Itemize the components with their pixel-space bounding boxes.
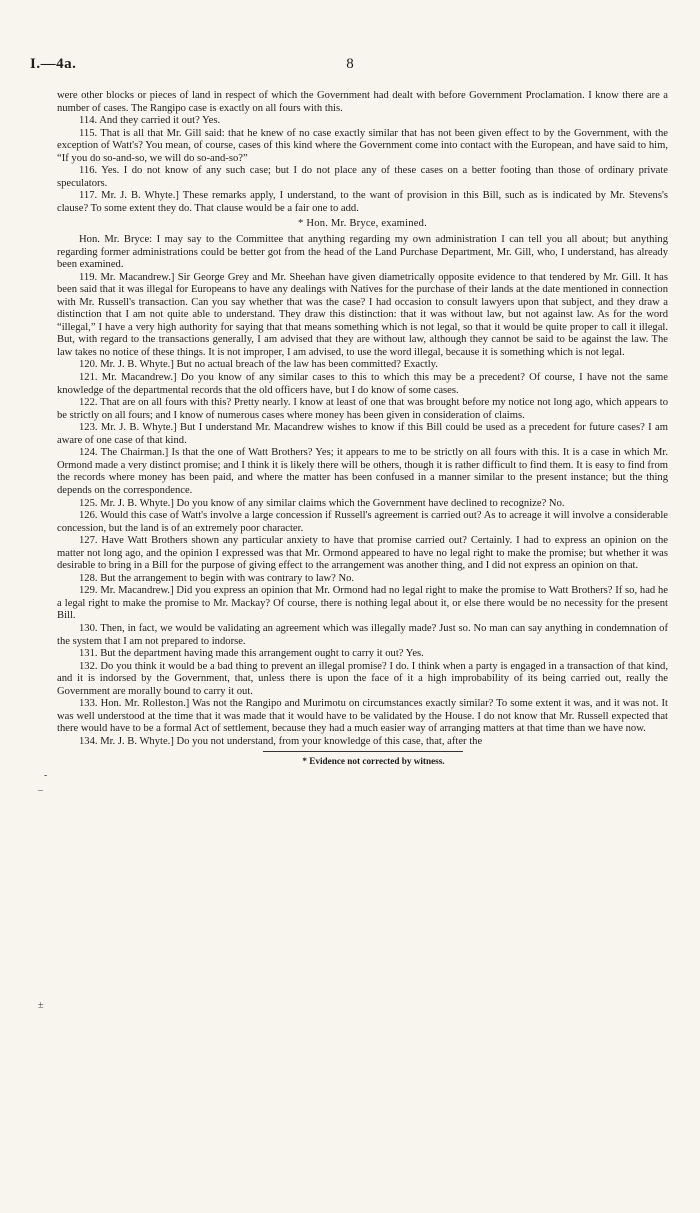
footnote: * Evidence not corrected by witness. [302, 756, 445, 767]
margin-mark: ± [38, 1000, 44, 1011]
question-116: 116. Yes. I do not know of any such case; but I do not place any of these cases on a better footing than those of ordinary private speculators. [57, 165, 668, 189]
question-123: 123. Mr. J. B. Whyte.] But I understand Mr. Macandrew wishes to know if this Bill could be used as a precedent for future cases? I am aware of one case of that kind. [57, 422, 668, 446]
question-127: 127. Have Watt Brothers shown any particular anxiety to have that promise carried out? Certainly. I had to express an opinion on the matter not long ago, and the opinion I expressed was that Mr. Ormond appeared to have no legal right to make the promise; but whether it was desirable to bring in a Bill for the purpose of giving effect to the arrangement was another thing, and I did not express an opinion on that. [57, 535, 668, 572]
section-heading: * Hon. Mr. Bryce, examined. [298, 218, 427, 230]
question-115: 115. That is all that Mr. Gill said: that he knew of no case exactly similar that has not been given effect to by the Government, with the exception of Watt's? You mean, of course, cases of this kind where the Government come into contact with the European, and have said to him, “If you do so-and-so, we will do so-and-so?” [57, 127, 668, 164]
question-120: 120. Mr. J. B. Whyte.] But no actual breach of the law has been committed? Exactly. [79, 359, 438, 371]
question-122: 122. That are on all fours with this? Pretty nearly. I know at least of one that was brought before my notice not long ago, which appears to be strictly on all fours; and I know of numerous cases where money has been given in consideration of claims. [57, 397, 668, 421]
question-125: 125. Mr. J. B. Whyte.] Do you know of any similar claims which the Government have declined to recognize? No. [79, 497, 565, 509]
page-header [30, 56, 670, 76]
question-134: 134. Mr. J. B. Whyte.] Do you not understand, from your knowledge of this case, that, after the [79, 735, 483, 747]
bryce-statement: Hon. Mr. Bryce: I may say to the Committee that anything regarding my own administration I can tell you all about; but anything regarding former administrations could be better got from the head of the Land Purchase Department, Mr. Gill, who, I understand, has already been examined. [57, 234, 668, 271]
question-132: 132. Do you think it would be a bad thing to prevent an illegal promise? I do. I think when a party is engaged in a transaction of that kind, and it is indorsed by the Government, that, unless there is upon the face of it a high improbability of its being carried out, really the Government are morally bound to carry it out. [57, 660, 668, 697]
question-121: 121. Mr. Macandrew.] Do you know of any similar cases to this to which this may be a precedent? Of course, I have not the same knowledge of the departmental records that the old officers have, but I do know of some cases. [57, 372, 668, 396]
footnote-rule [263, 751, 463, 752]
body-text [57, 90, 668, 768]
margin-mark: ‐ [44, 770, 48, 781]
question-130: 130. Then, in fact, we would be validating an agreement which was illegally made? Just so. No man can say anything in condemnation of the system that I am not prepared to indorse. [57, 622, 668, 647]
paper-code: I.—4a. [30, 56, 77, 72]
continuation-paragraph: were other blocks or pieces of land in respect of which the Government had dealt with before Government Proclamation. I know there are a number of cases. The Rangipo case is exactly on all fours with this. [57, 90, 668, 114]
question-117: 117. Mr. J. B. Whyte.] These remarks apply, I understand, to the want of provision in this Bill, such as is indicated by Mr. Stevens's clause? To some extent they do. That clause would be a fair one to add. [57, 190, 668, 214]
margin-mark: – [38, 785, 43, 796]
question-124: 124. The Chairman.] Is that the one of Watt Brothers? Yes; it appears to me to be strictly on all fours with this. It is a case in which Mr. Ormond made a very distinct promise; and I think it is likely there will be others, though it is rather difficult to find them. It is easy to find from the records where money has been paid, and where the matter has been confused in a manner similar to the present instance; but the thing depends on the correspondence. [57, 447, 668, 496]
question-119: 119. Mr. Macandrew.] Sir George Grey and Mr. Sheehan have given diametrically opposite evidence to that tendered by Mr. Gill. It has been said that it was illegal for Europeans to have any dealings with Natives for the purchase of their lands at the date mentioned in connection with Mr. Russell's transaction. Can you say whether that was the case? I had occasion to consult lawyers upon that subject, and they draw a distinction that I am not quite able to understand. They draw this distinction: that it was without law, but not against law. As for the word “illegal,” I have a very high authority for saying that that means something which is not legal, so that it would be quite proper to call it illegal. But, with regard to the transactions generally, I am advised that they are without law, although they cannot be said to be against the law. The law takes no notice of these things. It is not improper, I am advised, to use the word illegal, because it is something which is not legal. [57, 271, 668, 358]
question-114: 114. And they carried it out? Yes. [79, 115, 221, 127]
question-128: 128. But the arrangement to begin with was contrary to law? No. [79, 572, 355, 584]
question-131: 131. But the department having made this arrangement ought to carry it out? Yes. [79, 648, 424, 660]
question-126: 126. Would this case of Watt's involve a large concession if Russell's agreement is carried out? As to acreage it will involve a considerable concession, but the land is of an extremely poor character. [57, 510, 668, 534]
question-133: 133. Hon. Mr. Rolleston.] Was not the Rangipo and Murimotu on circumstances exactly similar? To some extent it was, and it was not. It was well understood at the time that it was made that it would have to be validated by the House. I do not know that Mr. Russell expected that there would have to be a formal Act of settlement, because they had a much easier way of arranging matters at that time than we have now. [57, 698, 668, 735]
page-number: 8 [346, 56, 354, 72]
question-129: 129. Mr. Macandrew.] Did you express an opinion that Mr. Ormond had no legal right to make the promise to Watt Brothers? If so, had he a legal right to make the promise to Mr. Mackay? Of course, there is nothing legal about it, or else there would be no necessity for the present Bill. [57, 585, 668, 622]
